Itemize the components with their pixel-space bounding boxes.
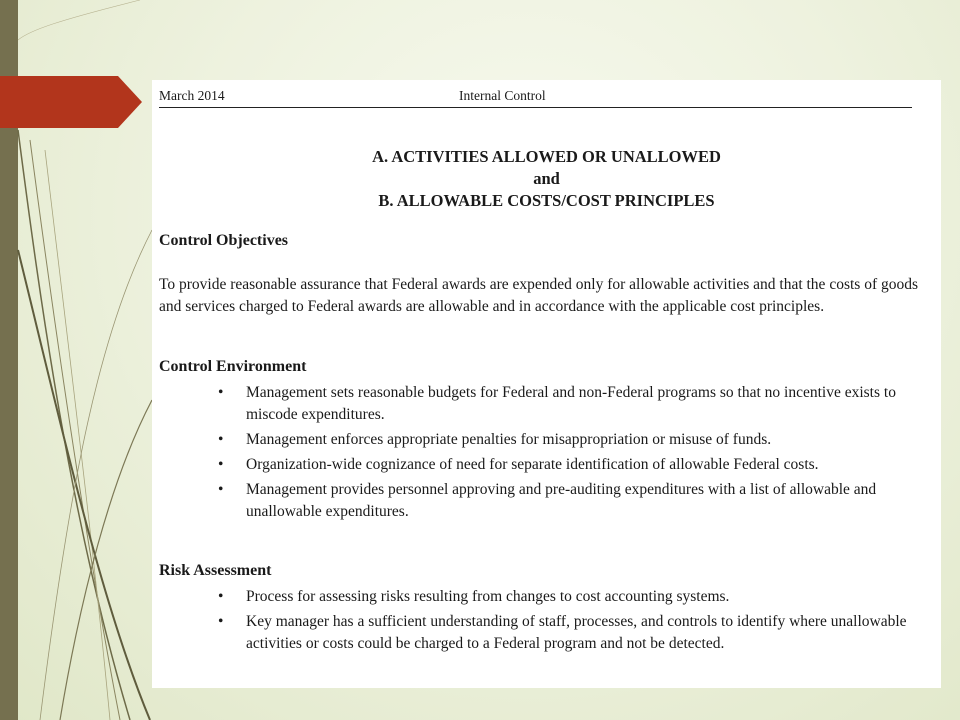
list-item [218, 382, 918, 426]
list-item-text: Key manager has a sufficient understanding of staff, processes, and controls to identify where unallowable activities or costs could be charged to a Federal program and not be detected. [246, 613, 907, 652]
list-item-text: Management enforces appropriate penalties for misappropriation or misuse of funds. [246, 431, 772, 448]
list-item [218, 611, 918, 655]
bullet-icon: • [218, 384, 224, 401]
list-item-text: Process for assessing risks resulting from changes to cost accounting systems. [246, 588, 730, 605]
title-line-3: B. ALLOWABLE COSTS/COST PRINCIPLES [378, 191, 715, 210]
control-environment-list [218, 382, 918, 526]
list-item-text: Management sets reasonable budgets for Federal and non-Federal programs so that no incentive exists to miscode expenditures. [246, 384, 896, 423]
slide-marker-arrow [0, 76, 142, 128]
page-header [159, 88, 912, 108]
list-item [218, 454, 918, 476]
header-title: Internal Control [459, 88, 546, 103]
control-objectives-text: To provide reasonable assurance that Federal awards are expended only for allowable activities and that the costs of goods and services charged to Federal awards are allowable and in accordance with the applicable cost principles. [159, 276, 919, 315]
risk-assessment-list [218, 586, 918, 658]
bullet-icon: • [218, 431, 224, 448]
list-item [218, 479, 918, 523]
control-objectives-heading: Control Objectives [159, 232, 289, 249]
header-date: March 2014 [159, 88, 225, 103]
title-line-2: and [533, 169, 560, 188]
list-item [218, 429, 918, 451]
list-item [218, 586, 918, 608]
bullet-icon: • [218, 588, 224, 605]
title-line-1: A. ACTIVITIES ALLOWED OR UNALLOWED [372, 147, 721, 166]
control-environment-heading: Control Environment [159, 358, 307, 375]
list-item-text: Management provides personnel approving and pre-auditing expenditures with a list of allowable and unallowable expenditures. [246, 481, 877, 520]
risk-assessment-heading: Risk Assessment [159, 562, 272, 579]
bullet-icon: • [218, 481, 224, 498]
document-title [152, 146, 941, 212]
list-item-text: Organization-wide cognizance of need for separate identification of allowable Federal costs. [246, 456, 819, 473]
bullet-icon: • [218, 613, 224, 630]
bullet-icon: • [218, 456, 224, 473]
document-page [152, 80, 941, 688]
